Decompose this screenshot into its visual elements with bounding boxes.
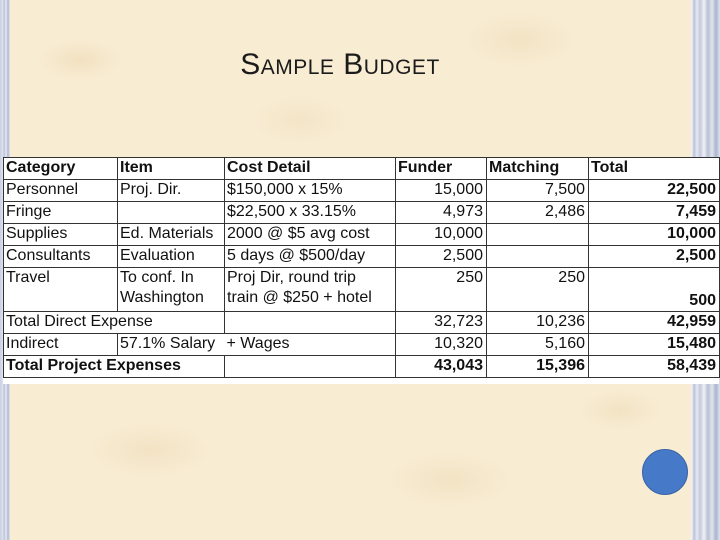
total-cell: 42,959 [589, 312, 720, 334]
item-cell: Evaluation [118, 246, 225, 268]
item-cell: 57.1% Salary [118, 334, 225, 356]
cost-detail-cell: 5 days @ $500/day [225, 246, 396, 268]
item-line: To conf. In [120, 269, 194, 286]
funder-cell: 10,320 [396, 334, 487, 356]
header-item: Item [118, 158, 225, 180]
total-cell: 15,480 [589, 334, 720, 356]
matching-cell: 5,160 [487, 334, 589, 356]
matching-cell: 10,236 [487, 312, 589, 334]
cost-detail-cell [225, 312, 396, 334]
matching-cell: 7,500 [487, 180, 589, 202]
cost-detail-cell: + Wages [225, 334, 396, 356]
indirect-row [4, 334, 720, 356]
category-cell: Indirect [4, 334, 118, 356]
matching-cell [487, 224, 589, 246]
header-total: Total [589, 158, 720, 180]
category-cell: Supplies [4, 224, 118, 246]
table-row [4, 202, 720, 224]
matching-cell: 250 [487, 268, 589, 312]
cost-detail-line: train @ $250 + hotel [227, 289, 372, 306]
table-row [4, 268, 720, 312]
cost-detail-line: Proj Dir, round trip [227, 269, 356, 286]
header-funder: Funder [396, 158, 487, 180]
header-category: Category [4, 158, 118, 180]
item-cell [118, 268, 225, 312]
category-cell: Travel [4, 268, 118, 312]
item-cell [118, 202, 225, 224]
total-cell: 2,500 [589, 246, 720, 268]
total-direct-label: Total Direct Expense [4, 312, 225, 334]
cost-detail-cell [225, 268, 396, 312]
table-header-row [4, 158, 720, 180]
category-cell: Personnel [4, 180, 118, 202]
total-project-row [4, 356, 720, 378]
funder-cell: 32,723 [396, 312, 487, 334]
total-cell: 58,439 [589, 356, 720, 378]
cost-detail-cell: $22,500 x 33.15% [225, 202, 396, 224]
total-cell: 500 [589, 268, 720, 312]
category-cell: Fringe [4, 202, 118, 224]
matching-cell [487, 246, 589, 268]
item-cell: Ed. Materials [118, 224, 225, 246]
funder-cell: 4,973 [396, 202, 487, 224]
total-cell: 7,459 [589, 202, 720, 224]
funder-cell: 43,043 [396, 356, 487, 378]
category-cell: Consultants [4, 246, 118, 268]
budget-table [3, 157, 720, 378]
item-line: Washington [120, 289, 204, 306]
total-project-label: Total Project Expenses [4, 356, 225, 378]
funder-cell: 2,500 [396, 246, 487, 268]
header-cost-detail: Cost Detail [225, 158, 396, 180]
total-cell: 22,500 [589, 180, 720, 202]
funder-cell: 10,000 [396, 224, 487, 246]
slide-title: Sample Budget [240, 48, 440, 81]
total-cell: 10,000 [589, 224, 720, 246]
table-row [4, 180, 720, 202]
decorative-circle [642, 449, 688, 495]
funder-cell: 15,000 [396, 180, 487, 202]
funder-cell: 250 [396, 268, 487, 312]
matching-cell: 15,396 [487, 356, 589, 378]
item-cell: Proj. Dir. [118, 180, 225, 202]
cost-detail-cell: $150,000 x 15% [225, 180, 396, 202]
table-row [4, 246, 720, 268]
cost-detail-cell: 2000 @ $5 avg cost [225, 224, 396, 246]
matching-cell: 2,486 [487, 202, 589, 224]
total-direct-row [4, 312, 720, 334]
table-row [4, 224, 720, 246]
header-matching: Matching [487, 158, 589, 180]
cost-detail-cell [225, 356, 396, 378]
